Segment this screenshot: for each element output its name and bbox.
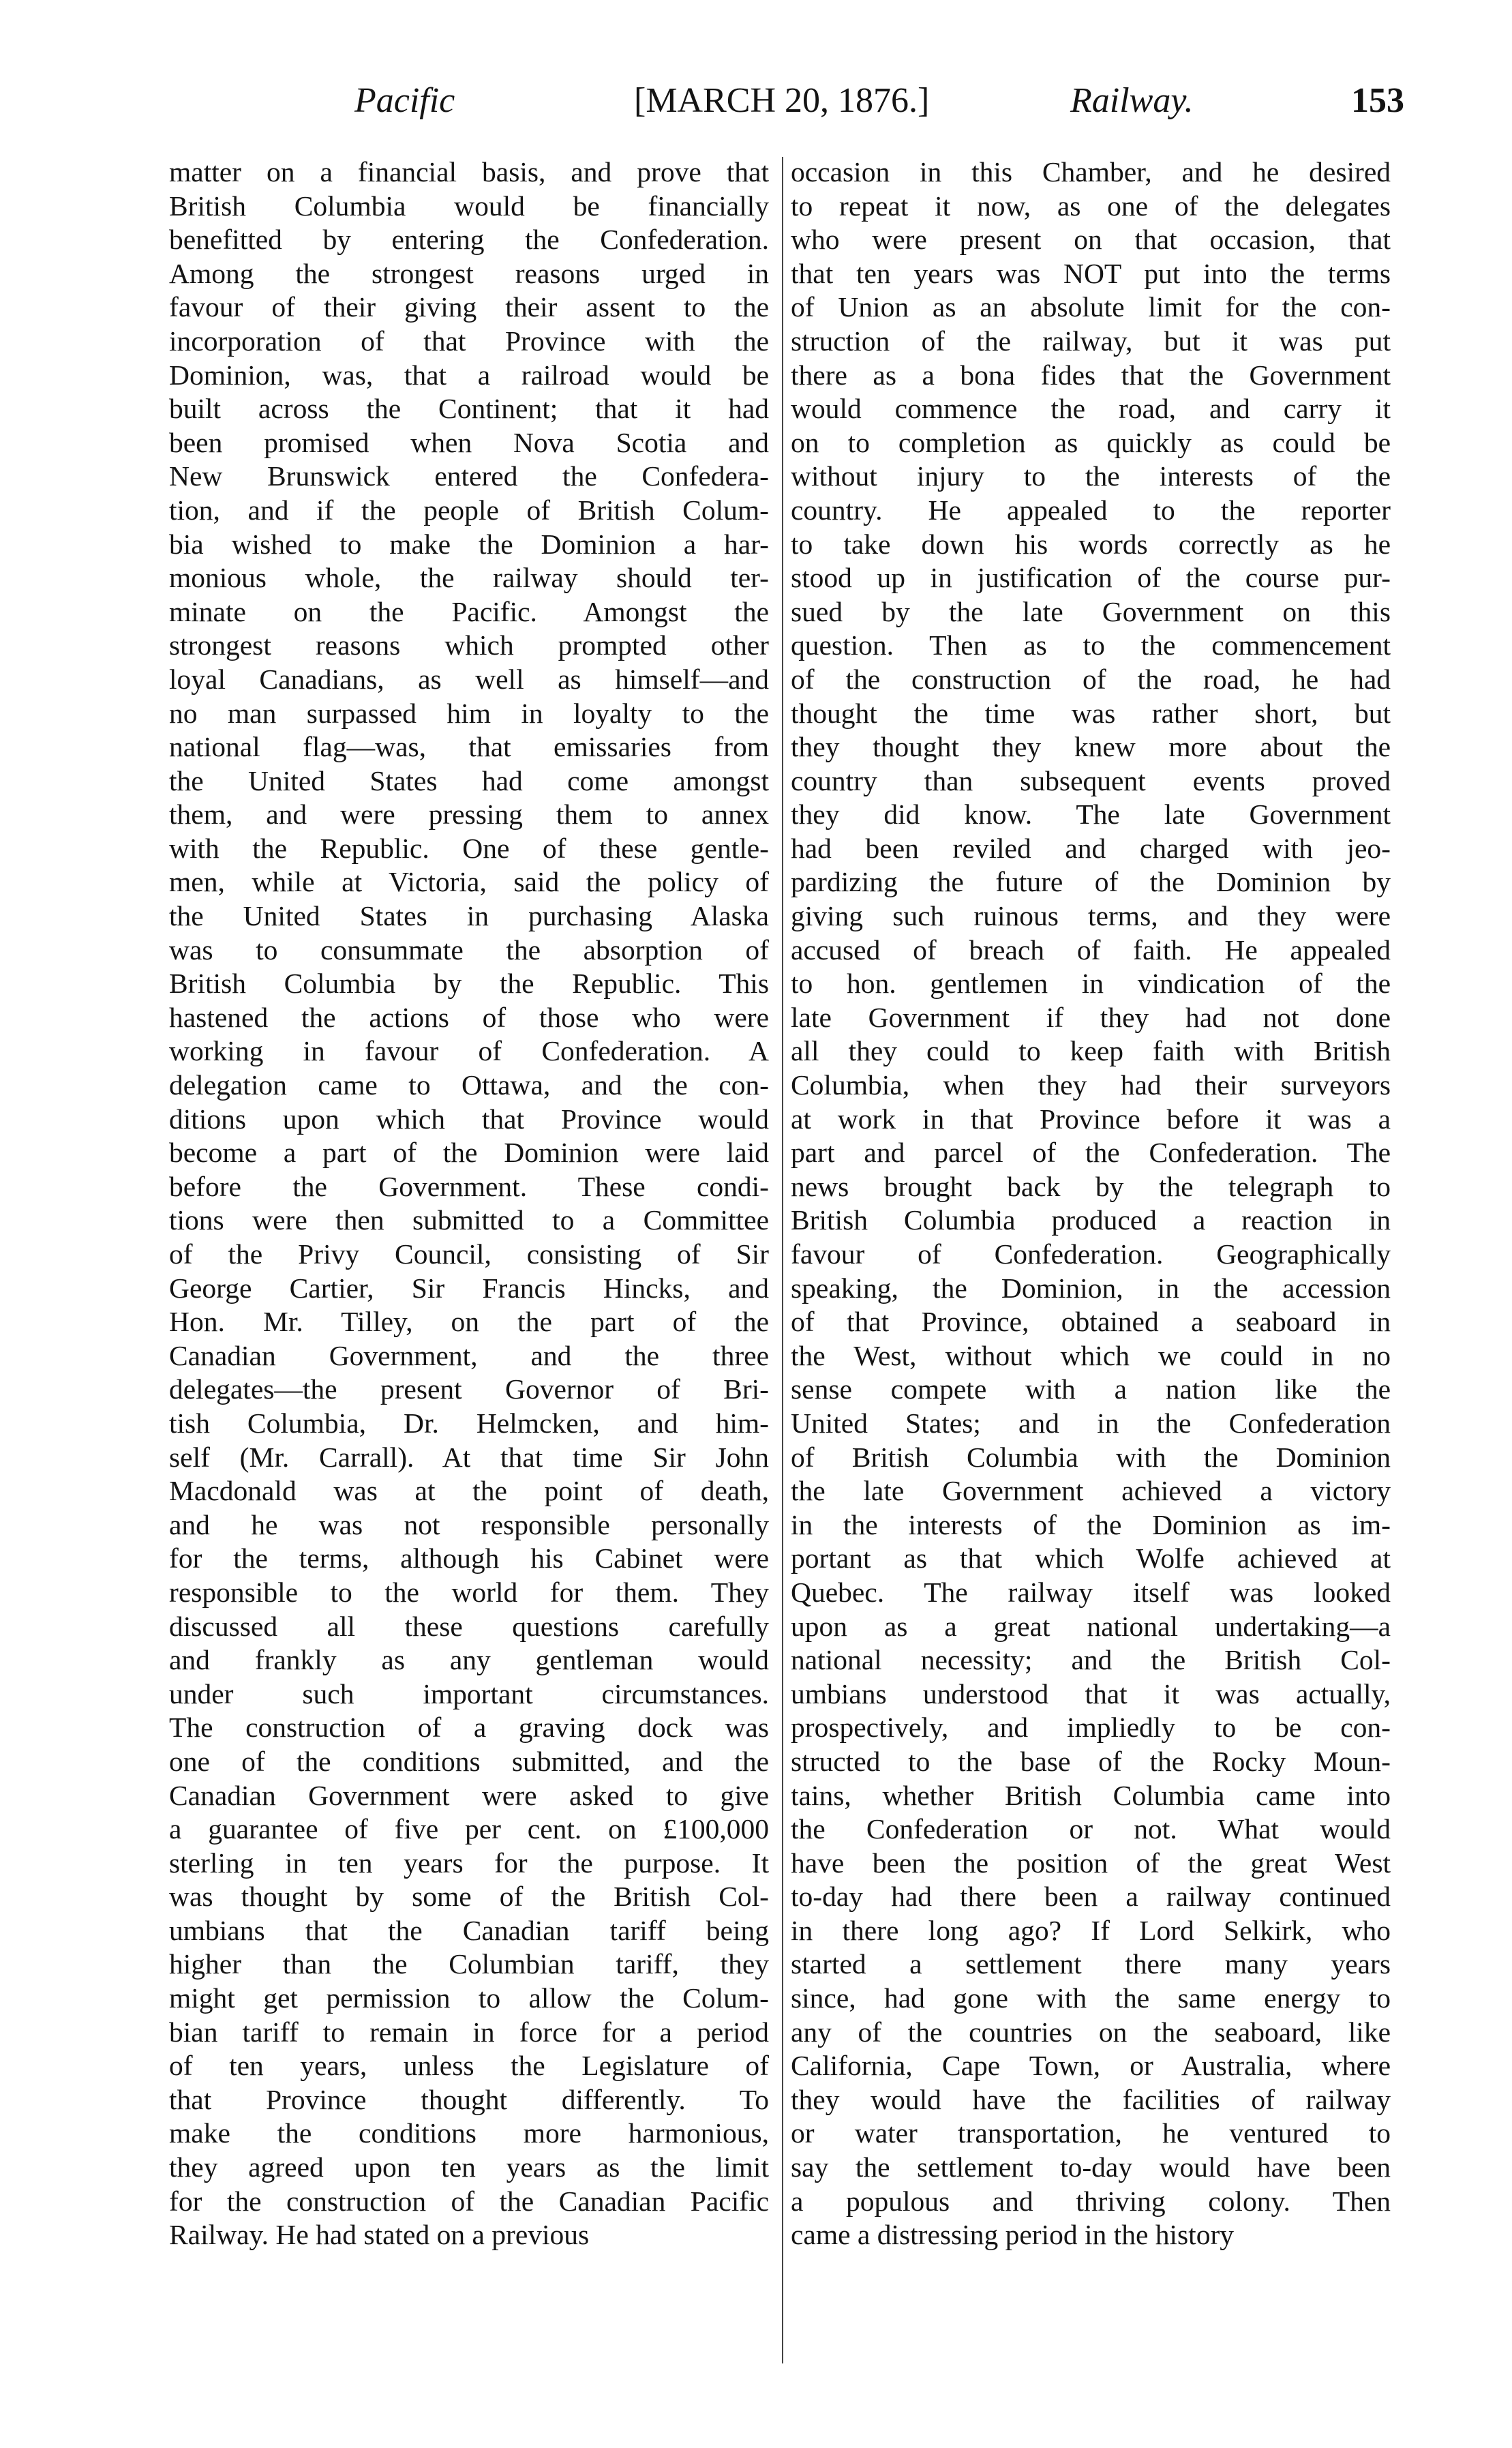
text-line: portant as that which Wolfe achieved at bbox=[791, 1542, 1391, 1574]
text-line: British Columbia by the Republic. This bbox=[169, 968, 769, 1000]
text-line: one of the conditions submitted, and the bbox=[169, 1745, 769, 1777]
text-line: and frankly as any gentleman would bbox=[169, 1644, 769, 1676]
text-line: a guarantee of five per cent. on £100,000 bbox=[169, 1813, 769, 1845]
text-line: national necessity; and the British Col- bbox=[791, 1644, 1391, 1676]
text-line: Railway. He had stated on a previous bbox=[169, 2219, 590, 2251]
text-line: national flag—was, that emissaries from bbox=[169, 731, 769, 763]
text-line: any of the countries on the seaboard, like bbox=[791, 2016, 1391, 2048]
text-line: giving such ruinous terms, and they were bbox=[791, 900, 1391, 932]
text-line: of ten years, unless the Legislature of bbox=[169, 2050, 769, 2082]
text-line: favour of Confederation. Geographically bbox=[791, 1238, 1391, 1270]
text-line: of the Privy Council, consisting of Sir bbox=[169, 1238, 769, 1270]
text-line: delegates—the present Governor of Bri- bbox=[169, 1373, 769, 1405]
text-line: to take down his words correctly as he bbox=[791, 528, 1391, 560]
text-line: had been reviled and charged with jeo- bbox=[791, 832, 1391, 864]
text-line: speaking, the Dominion, in the accession bbox=[791, 1272, 1391, 1304]
text-line: New Brunswick entered the Confedera- bbox=[169, 460, 769, 492]
text-line: came a distressing period in the history bbox=[791, 2219, 1235, 2251]
text-line: before the Government. These condi- bbox=[169, 1170, 769, 1202]
text-line: for the construction of the Canadian Pacific bbox=[169, 2185, 769, 2217]
page-number: 153 bbox=[1351, 81, 1404, 120]
text-line: Canadian Government were asked to give bbox=[169, 1779, 769, 1811]
text-line: British Columbia produced a reaction in bbox=[791, 1204, 1391, 1236]
text-line: strongest reasons which prompted other bbox=[169, 629, 769, 661]
text-line: say the settlement to-day would have been bbox=[791, 2151, 1391, 2183]
right-column bbox=[791, 155, 1391, 2365]
text-line: California, Cape Town, or Australia, where bbox=[791, 2050, 1391, 2082]
text-line: tains, whether British Columbia came into bbox=[791, 1779, 1391, 1811]
text-line: benefitted by entering the Confederation. bbox=[169, 224, 769, 256]
text-line: to repeat it now, as one of the delegates bbox=[791, 190, 1391, 222]
text-line: and he was not responsible personally bbox=[169, 1508, 769, 1540]
text-line: was thought by some of the British Col- bbox=[169, 1881, 769, 1913]
header-date: [MARCH 20, 1876.] bbox=[634, 81, 930, 120]
text-line: have been the position of the great West bbox=[791, 1847, 1391, 1879]
column-divider bbox=[782, 157, 783, 2363]
text-line: sued by the late Government on this bbox=[791, 595, 1391, 627]
running-header bbox=[341, 80, 1404, 142]
text-line: working in favour of Confederation. A bbox=[169, 1035, 769, 1067]
text-line: at work in that Province before it was a bbox=[791, 1103, 1391, 1135]
text-line: discussed all these questions carefully bbox=[169, 1610, 769, 1642]
text-line: they would have the facilities of railway bbox=[791, 2083, 1391, 2115]
text-line: George Cartier, Sir Francis Hincks, and bbox=[169, 1272, 769, 1304]
text-line: make the conditions more harmonious, bbox=[169, 2117, 769, 2149]
left-column bbox=[169, 155, 769, 2365]
text-line: become a part of the Dominion were laid bbox=[169, 1137, 769, 1169]
text-line: the West, without which we could in no bbox=[791, 1339, 1391, 1371]
text-line: was to consummate the absorption of bbox=[169, 934, 769, 966]
text-line: of that Province, obtained a seaboard in bbox=[791, 1306, 1391, 1338]
text-line: a populous and thriving colony. Then bbox=[791, 2185, 1391, 2217]
text-line: favour of their giving their assent to the bbox=[169, 291, 769, 323]
text-line: late Government if they had not done bbox=[791, 1001, 1391, 1033]
text-line: built across the Continent; that it had bbox=[169, 393, 769, 425]
text-line: Dominion, was, that a railroad would be bbox=[169, 359, 769, 391]
text-line: country. He appealed to the reporter bbox=[791, 494, 1391, 526]
text-line: the late Government achieved a victory bbox=[791, 1475, 1391, 1507]
text-line: no man surpassed him in loyalty to the bbox=[169, 697, 769, 729]
text-line: The construction of a graving dock was bbox=[169, 1712, 769, 1744]
text-line: all they could to keep faith with British bbox=[791, 1035, 1391, 1067]
text-line: ditions upon which that Province would bbox=[169, 1103, 769, 1135]
text-line: minate on the Pacific. Amongst the bbox=[169, 595, 769, 627]
text-line: tion, and if the people of British Colum- bbox=[169, 494, 769, 526]
text-line: delegation came to Ottawa, and the con- bbox=[169, 1069, 769, 1101]
text-line: question. Then as to the commencement bbox=[791, 629, 1391, 661]
text-line: umbians that the Canadian tariff being bbox=[169, 1914, 769, 1946]
text-line: in there long ago? If Lord Selkirk, who bbox=[791, 1914, 1391, 1946]
text-line: thought the time was rather short, but bbox=[791, 697, 1391, 729]
text-line: Macdonald was at the point of death, bbox=[169, 1475, 769, 1507]
text-line: of the construction of the road, he had bbox=[791, 663, 1391, 695]
text-line: hastened the actions of those who were bbox=[169, 1001, 769, 1033]
text-line: pardizing the future of the Dominion by bbox=[791, 866, 1391, 898]
text-line: Hon. Mr. Tilley, on the part of the bbox=[169, 1306, 769, 1338]
text-line: since, had gone with the same energy to bbox=[791, 1982, 1391, 2014]
text-line: self (Mr. Carrall). At that time Sir John bbox=[169, 1441, 769, 1473]
text-line: to-day had there been a railway continued bbox=[791, 1881, 1391, 1913]
text-line: started a settlement there many years bbox=[791, 1948, 1391, 1980]
text-line: on to completion as quickly as could be bbox=[791, 426, 1391, 458]
text-line: they agreed upon ten years as the limit bbox=[169, 2151, 769, 2183]
text-line: of British Columbia with the Dominion bbox=[791, 1441, 1391, 1473]
text-line: to hon. gentlemen in vindication of the bbox=[791, 968, 1391, 1000]
text-line: monious whole, the railway should ter- bbox=[169, 562, 769, 594]
text-line: men, while at Victoria, said the policy of bbox=[169, 866, 769, 898]
text-line: loyal Canadians, as well as himself—and bbox=[169, 663, 769, 695]
text-line: incorporation of that Province with the bbox=[169, 325, 769, 357]
text-line: Among the strongest reasons urged in bbox=[169, 257, 769, 289]
text-line: would commence the road, and carry it bbox=[791, 393, 1391, 425]
text-line: United States; and in the Confederation bbox=[791, 1407, 1391, 1439]
text-line: Quebec. The railway itself was looked bbox=[791, 1576, 1391, 1608]
text-line: in the interests of the Dominion as im- bbox=[791, 1508, 1391, 1540]
text-line: bian tariff to remain in force for a period bbox=[169, 2016, 769, 2048]
text-line: Canadian Government, and the three bbox=[169, 1339, 769, 1371]
text-line: upon as a great national undertaking—a bbox=[791, 1610, 1391, 1642]
text-line: with the Republic. One of these gentle- bbox=[169, 832, 769, 864]
text-line: they thought they knew more about the bbox=[791, 731, 1391, 763]
text-line: of Union as an absolute limit for the con- bbox=[791, 291, 1391, 323]
text-line: the United States had come amongst bbox=[169, 764, 769, 796]
text-line: tions were then submitted to a Committee bbox=[169, 1204, 769, 1236]
header-left: Pacific bbox=[354, 81, 455, 120]
text-line: under such important circumstances. bbox=[169, 1677, 769, 1710]
text-line: occasion in this Chamber, and he desired bbox=[791, 156, 1391, 188]
text-line: or water transportation, he ventured to bbox=[791, 2117, 1391, 2149]
text-line: matter on a financial basis, and prove that bbox=[169, 156, 769, 188]
text-line: that Province thought differently. To bbox=[169, 2083, 769, 2115]
text-line: they did know. The late Government bbox=[791, 798, 1391, 831]
text-line: accused of breach of faith. He appealed bbox=[791, 934, 1391, 966]
text-line: bia wished to make the Dominion a har- bbox=[169, 528, 769, 560]
text-line: country than subsequent events proved bbox=[791, 764, 1391, 796]
text-line: responsible to the world for them. They bbox=[169, 1576, 769, 1608]
text-line: been promised when Nova Scotia and bbox=[169, 426, 769, 458]
text-line: structed to the base of the Rocky Moun- bbox=[791, 1745, 1391, 1777]
text-line: Columbia, when they had their surveyors bbox=[791, 1069, 1391, 1101]
text-line: news brought back by the telegraph to bbox=[791, 1170, 1391, 1202]
text-line: umbians understood that it was actually, bbox=[791, 1677, 1391, 1710]
text-line: sterling in ten years for the purpose. It bbox=[169, 1847, 769, 1879]
text-line: tish Columbia, Dr. Helmcken, and him- bbox=[169, 1407, 769, 1439]
text-line: who were present on that occasion, that bbox=[791, 224, 1391, 256]
text-line: without injury to the interests of the bbox=[791, 460, 1391, 492]
text-line: British Columbia would be financially bbox=[169, 190, 769, 222]
text-line: stood up in justification of the course pur- bbox=[791, 562, 1391, 594]
text-line: the United States in purchasing Alaska bbox=[169, 900, 769, 932]
text-line: there as a bona fides that the Government bbox=[791, 359, 1391, 391]
header-right: Railway. bbox=[1070, 81, 1194, 120]
text-line: for the terms, although his Cabinet were bbox=[169, 1542, 769, 1574]
text-line: part and parcel of the Confederation. The bbox=[791, 1137, 1391, 1169]
text-line: them, and were pressing them to annex bbox=[169, 798, 769, 831]
text-line: struction of the railway, but it was put bbox=[791, 325, 1391, 357]
text-line: that ten years was NOT put into the terms bbox=[791, 257, 1391, 289]
text-line: the Confederation or not. What would bbox=[791, 1813, 1391, 1845]
text-line: higher than the Columbian tariff, they bbox=[169, 1948, 769, 1980]
text-line: sense compete with a nation like the bbox=[791, 1373, 1391, 1405]
text-line: prospectively, and impliedly to be con- bbox=[791, 1712, 1391, 1744]
text-line: might get permission to allow the Colum- bbox=[169, 1982, 769, 2014]
